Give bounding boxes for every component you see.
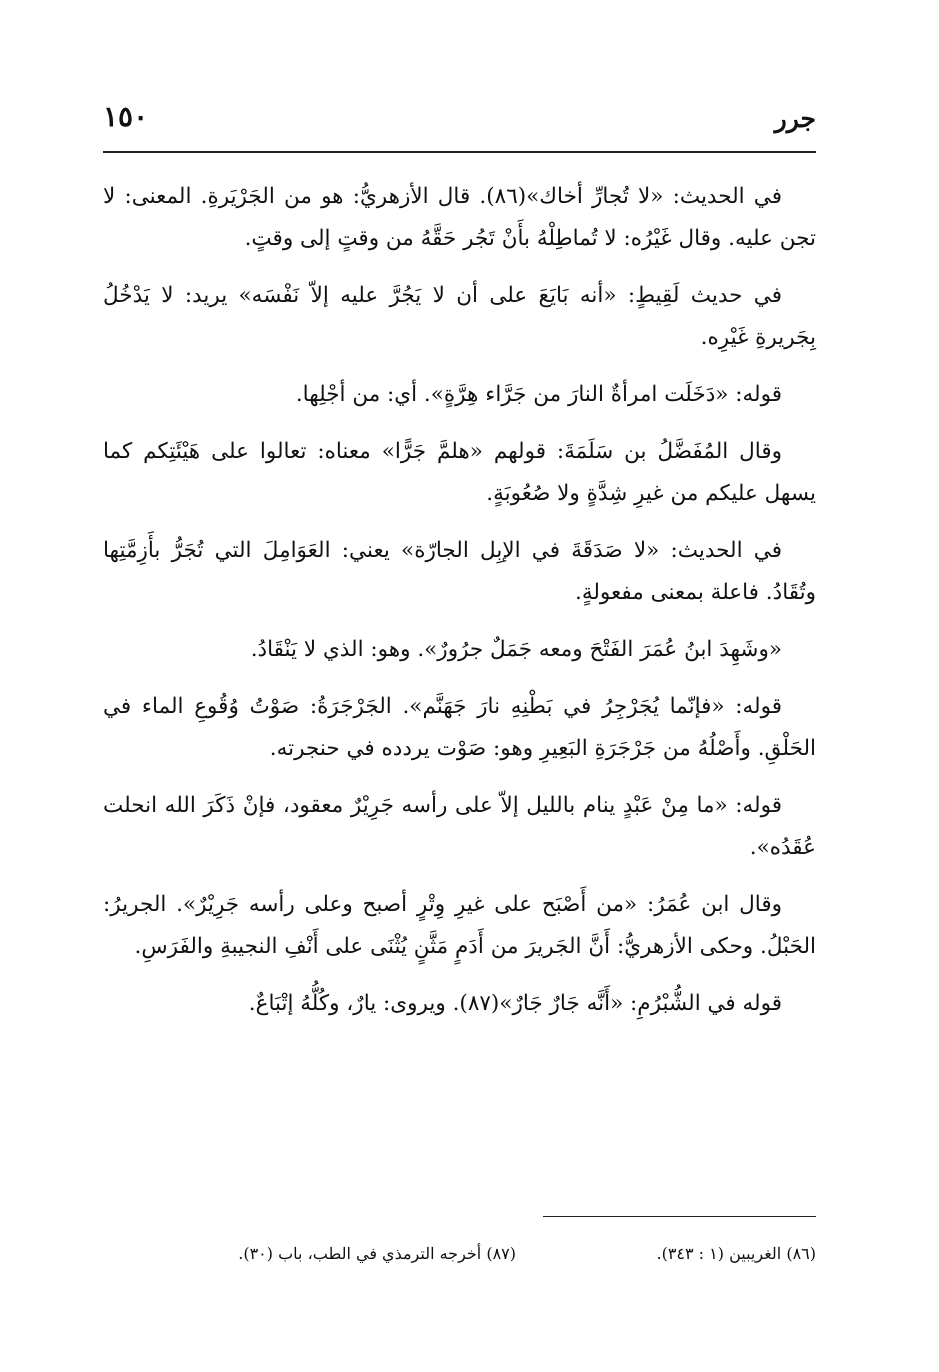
page-number: ١٥٠ xyxy=(103,100,149,133)
paragraph: قوله في الشُّبْرُمِ: «أَنَّه جَارٌ جَارٌ»(٨٧). ويروى: يارٌ، وكُلُّهُ إتْبَاعٌ. xyxy=(248,991,782,1016)
running-head: جرر xyxy=(774,104,816,133)
footnotes xyxy=(103,1238,816,1274)
paragraph: في الحديث: «لا تُجارِّ أخاك»(٨٦). قال الأزهريُّ: هو من الجَرْيَرةِ. المعنى: لا تجن عليه. وقال غَيْرُه: لا تُماطِلْهُ بأَنْ تَجُر حَقَّهُ من وقتٍ إلى وقتٍ. xyxy=(103,184,816,251)
paragraph: قوله: «ما مِنْ عَبْدٍ ينام بالليل إلاّ على رأسه جَرِيْرٌ معقود، فإنْ ذَكَرَ الله انحلت عُقَدُه». xyxy=(103,793,816,860)
header-rule xyxy=(103,151,816,153)
paragraph: وقال المُفَضَّلُ بن سَلَمَةَ: قولهم «هلمَّ جَرًّا» معناه: تعالوا على هَيْئَتِكم كما يسهل عليكم من غيرِ شِدَّةٍ ولا صُعُوبَةٍ. xyxy=(103,439,816,506)
paragraph: وقال ابن عُمَرُ: «من أَصْبَح على غيرِ وِتْرٍ أصبح وعلى رأسه جَرِيْرٌ». الجريرُ: الحَبْلُ. وحكى الأزهريُّ: أَنَّ الجَريرَ من أَدَمٍ مَثَّنٍ يُثْنَى على أَنْفِ النجيبةِ والفَرَسِ. xyxy=(103,892,816,959)
paragraph: «وشَهِدَ ابنُ عُمَرَ الفَتْحَ ومعه جَمَلٌ جرُورٌ». وهو: الذي لا يَنْقَادُ. xyxy=(250,637,782,662)
paragraph: قوله: «دَخَلَت امرأةٌ النارَ من جَرَّاء هِرَّةٍ». أي: من أجْلِها. xyxy=(295,382,782,407)
footnote-86: (٨٦) الغريبين (١ : ٣٤٣). xyxy=(656,1244,816,1263)
footnote-rule xyxy=(543,1216,816,1217)
paragraph: في حديث لَقِيطٍ: «أنه بَايَعَ على أن لا يَجُرَّ عليه إلاّ نَفْسَه» يريد: لا يَدْخُلُ بِجَريرةِ غَيْرِه. xyxy=(103,283,816,350)
page-header xyxy=(103,92,816,142)
paragraph: في الحديث: «لا صَدَقَةَ في الإبِل الجارّة» يعني: العَوَامِلَ التي تُجَرُّ بأَزِمَّتِها وتُقَادُ. فاعلة بمعنى مفعولةٍ. xyxy=(103,538,816,605)
paragraph: قوله: «فإنّما يُجَرْجِرُ في بَطْنِهِ نارَ جَهَنَّم». الجَرْجَرَةُ: صَوْتُ وُقُوعِ الماء في الحَلْقِ. وأَصْلُهُ من جَرْجَرَةِ البَعِيرِ وهو: صَوْت يردده في حنجرته. xyxy=(103,694,816,761)
footnote-87: (٨٧) أخرجه الترمذي في الطب، باب (٣٠). xyxy=(238,1244,516,1263)
body-text xyxy=(103,176,816,1040)
